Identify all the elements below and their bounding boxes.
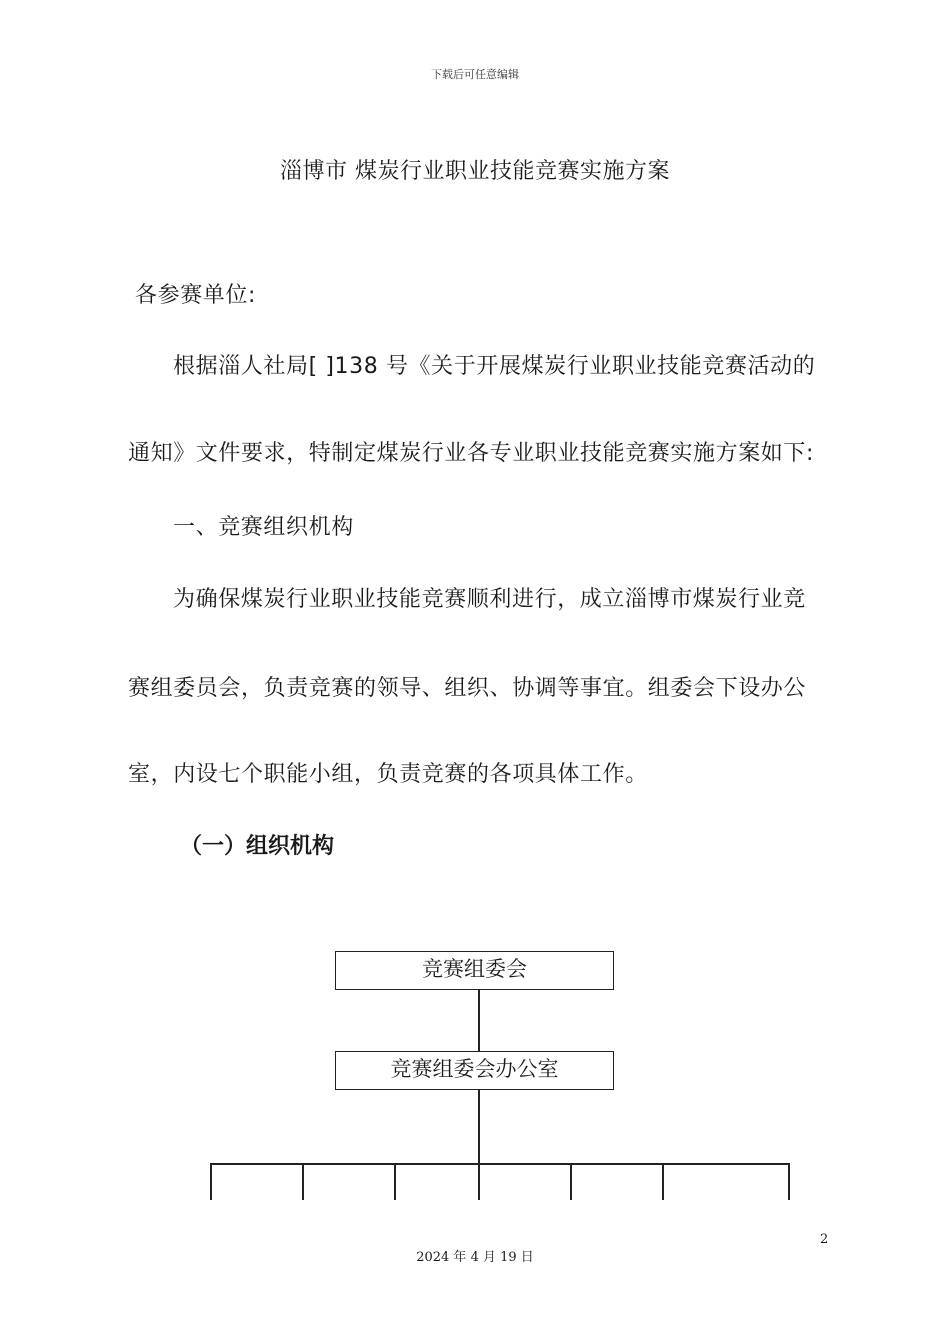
branch-drop-line xyxy=(662,1163,664,1200)
org-box-committee: 竞赛组委会 xyxy=(335,951,614,990)
branch-drop-line xyxy=(210,1163,212,1200)
subsection-heading: （一）组织机构 xyxy=(180,834,335,859)
section-1-heading: 一、竞赛组织机构 xyxy=(173,515,354,540)
paragraph-2-line-1: 为确保煤炭行业职业技能竞赛顺利进行，成立淄博市煤炭行业竞 xyxy=(173,587,806,612)
branch-drop-line xyxy=(394,1163,396,1200)
connector-line xyxy=(478,1090,480,1164)
document-title: 淄博市 煤炭行业职业技能竞赛实施方案 xyxy=(280,159,670,184)
org-box-office: 竞赛组委会办公室 xyxy=(335,1051,614,1090)
branch-drop-line xyxy=(570,1163,572,1200)
branch-drop-line xyxy=(788,1163,790,1200)
paragraph-2-line-3: 室，内设七个职能小组，负责竞赛的各项具体工作。 xyxy=(128,762,648,787)
paragraph-1-line-1: 根据淄人社局[ ]138 号《关于开展煤炭行业职业技能竞赛活动的 xyxy=(173,354,816,379)
salutation: 各参赛单位: xyxy=(135,283,257,308)
connector-line xyxy=(478,990,480,1051)
paragraph-1-line-2: 通知》文件要求，特制定煤炭行业各专业职业技能竞赛实施方案如下: xyxy=(128,441,815,466)
branch-drop-line xyxy=(302,1163,304,1200)
page-number: 2 xyxy=(820,1232,829,1247)
footer-date: 2024 年 4 月 19 日 xyxy=(416,1250,534,1265)
header-note: 下载后可任意编辑 xyxy=(431,68,519,81)
paragraph-2-line-2: 赛组委员会，负责竞赛的领导、组织、协调等事宜。组委会下设办公 xyxy=(128,676,807,701)
branch-drop-line xyxy=(478,1163,480,1200)
branch-line xyxy=(210,1163,789,1165)
